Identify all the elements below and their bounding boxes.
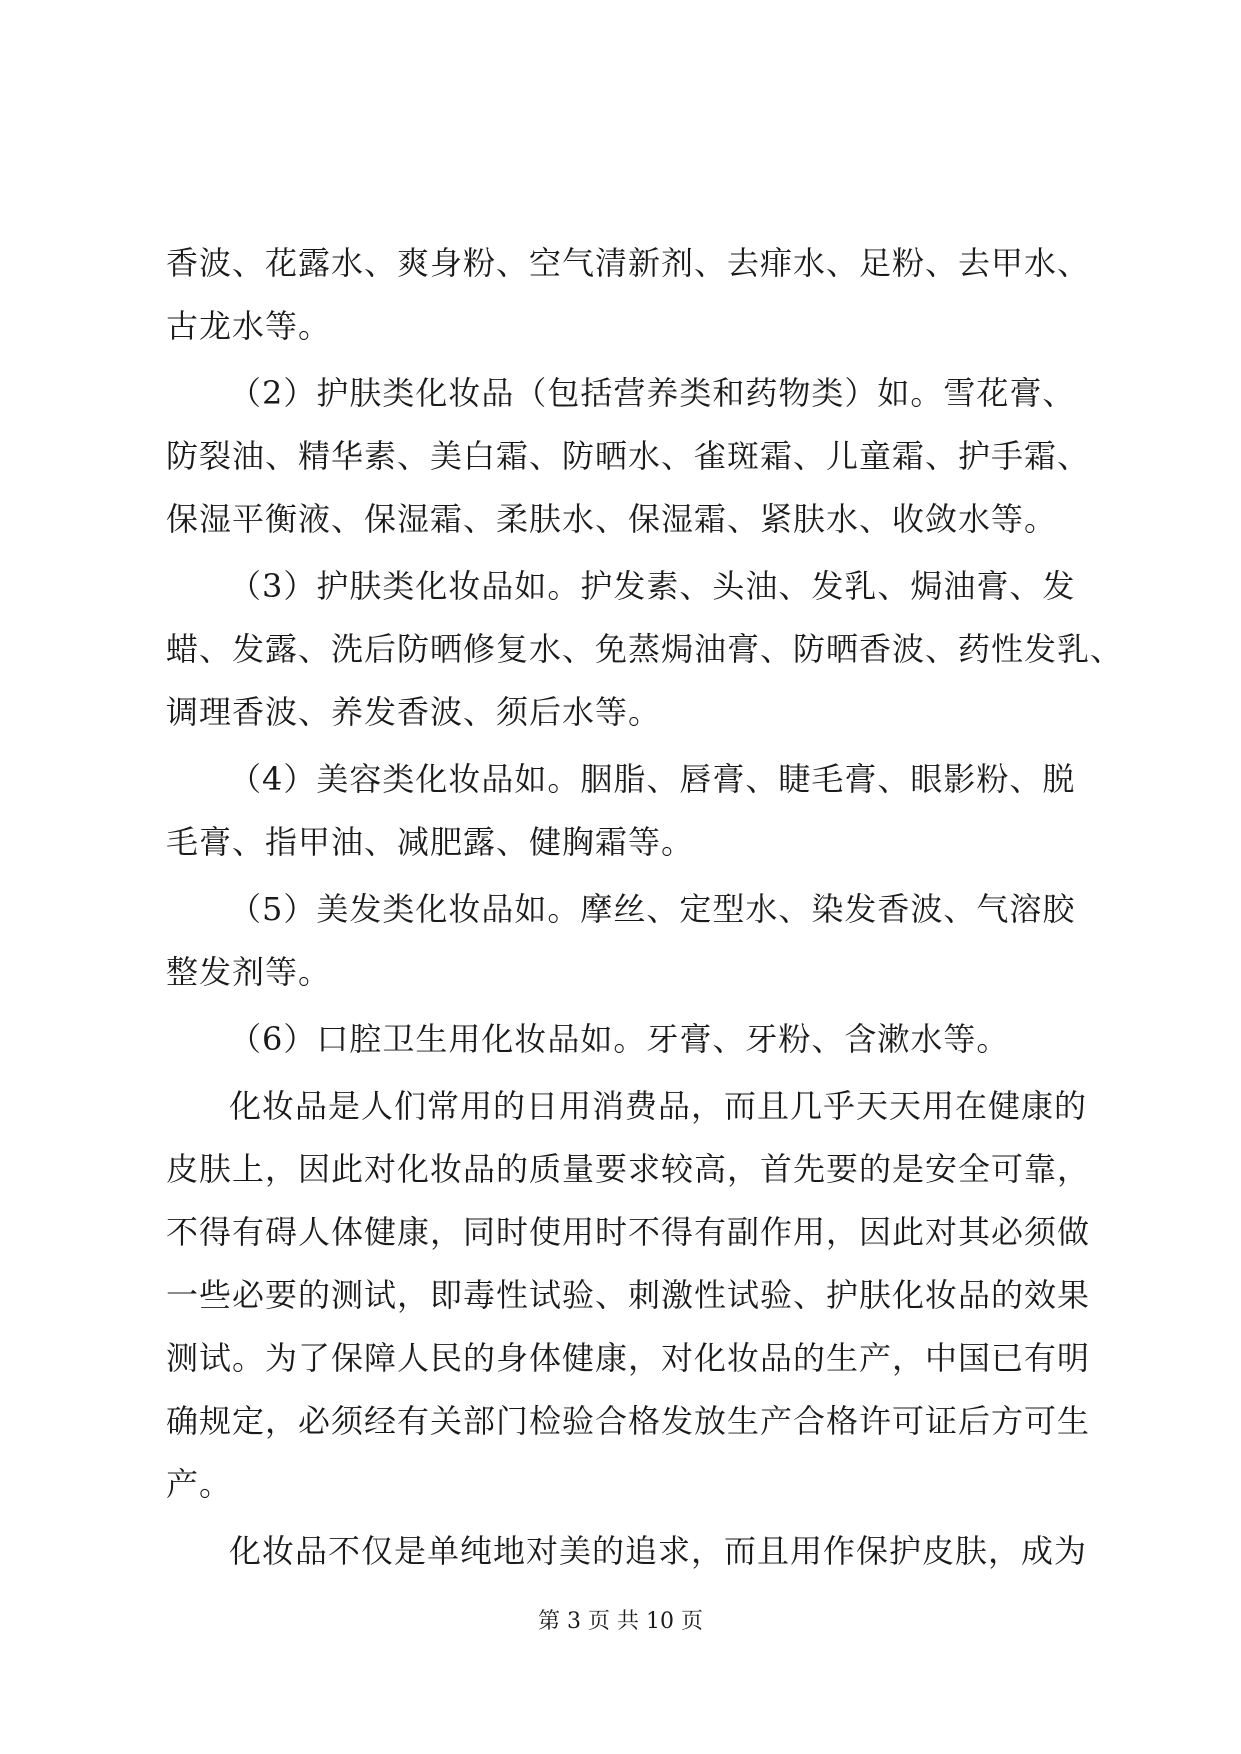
text-line: 化妆品是人们常用的日用消费品，而且几乎天天用在健康的: [229, 1087, 1088, 1125]
text-line: 化妆品不仅是单纯地对美的追求，而且用作保护皮肤，成为: [229, 1532, 1088, 1570]
text-line: 一些必要的测试，即毒性试验、刺激性试验、护肤化妆品的效果: [166, 1276, 1091, 1314]
text-line: 整发剂等。: [166, 953, 332, 991]
text-line: 确规定，必须经有关部门检验合格发放生产合格许可证后方可生: [166, 1402, 1091, 1440]
text-line: 香波、花露水、爽身粉、空气清新剂、去痱水、足粉、去甲水、: [166, 244, 1091, 282]
text-line: 古龙水等。: [166, 307, 332, 345]
text-line: （4）美容类化妆品如。胭脂、唇膏、睫毛膏、眼影粉、脱: [229, 760, 1076, 798]
text-line: 蜡、发露、洗后防晒修复水、免蒸焗油膏、防晒香波、药性发乳、: [166, 630, 1124, 668]
text-line: 毛膏、指甲油、减肥露、健胸霜等。: [166, 823, 695, 861]
text-line: 测试。为了保障人民的身体健康，对化妆品的生产，中国已有明: [166, 1339, 1091, 1377]
text-line: （3）护肤类化妆品如。护发素、头油、发乳、焗油膏、发: [229, 567, 1076, 605]
text-line: 产。: [166, 1465, 233, 1503]
page-number-label: 第 3 页 共 10 页: [538, 1609, 703, 1634]
text-line: （2）护肤类化妆品（包括营养类和药物类）如。雪花膏、: [229, 374, 1076, 412]
text-line: 调理香波、养发香波、须后水等。: [166, 693, 662, 731]
text-line: 皮肤上，因此对化妆品的质量要求较高，首先要的是安全可靠，: [166, 1150, 1091, 1188]
text-line: 防裂油、精华素、美白霜、防晒水、雀斑霜、儿童霜、护手霜、: [166, 437, 1091, 475]
text-line: （5）美发类化妆品如。摩丝、定型水、染发香波、气溶胶: [229, 890, 1076, 928]
text-line: （6）口腔卫生用化妆品如。牙膏、牙粉、含漱水等。: [229, 1020, 1010, 1058]
page-footer: [0, 1604, 1241, 1635]
text-line: 不得有碍人体健康，同时使用时不得有副作用，因此对其必须做: [166, 1213, 1091, 1251]
text-line: 保湿平衡液、保湿霜、柔肤水、保湿霜、紧肤水、收敛水等。: [166, 500, 1058, 538]
body-text: [166, 232, 1124, 1583]
